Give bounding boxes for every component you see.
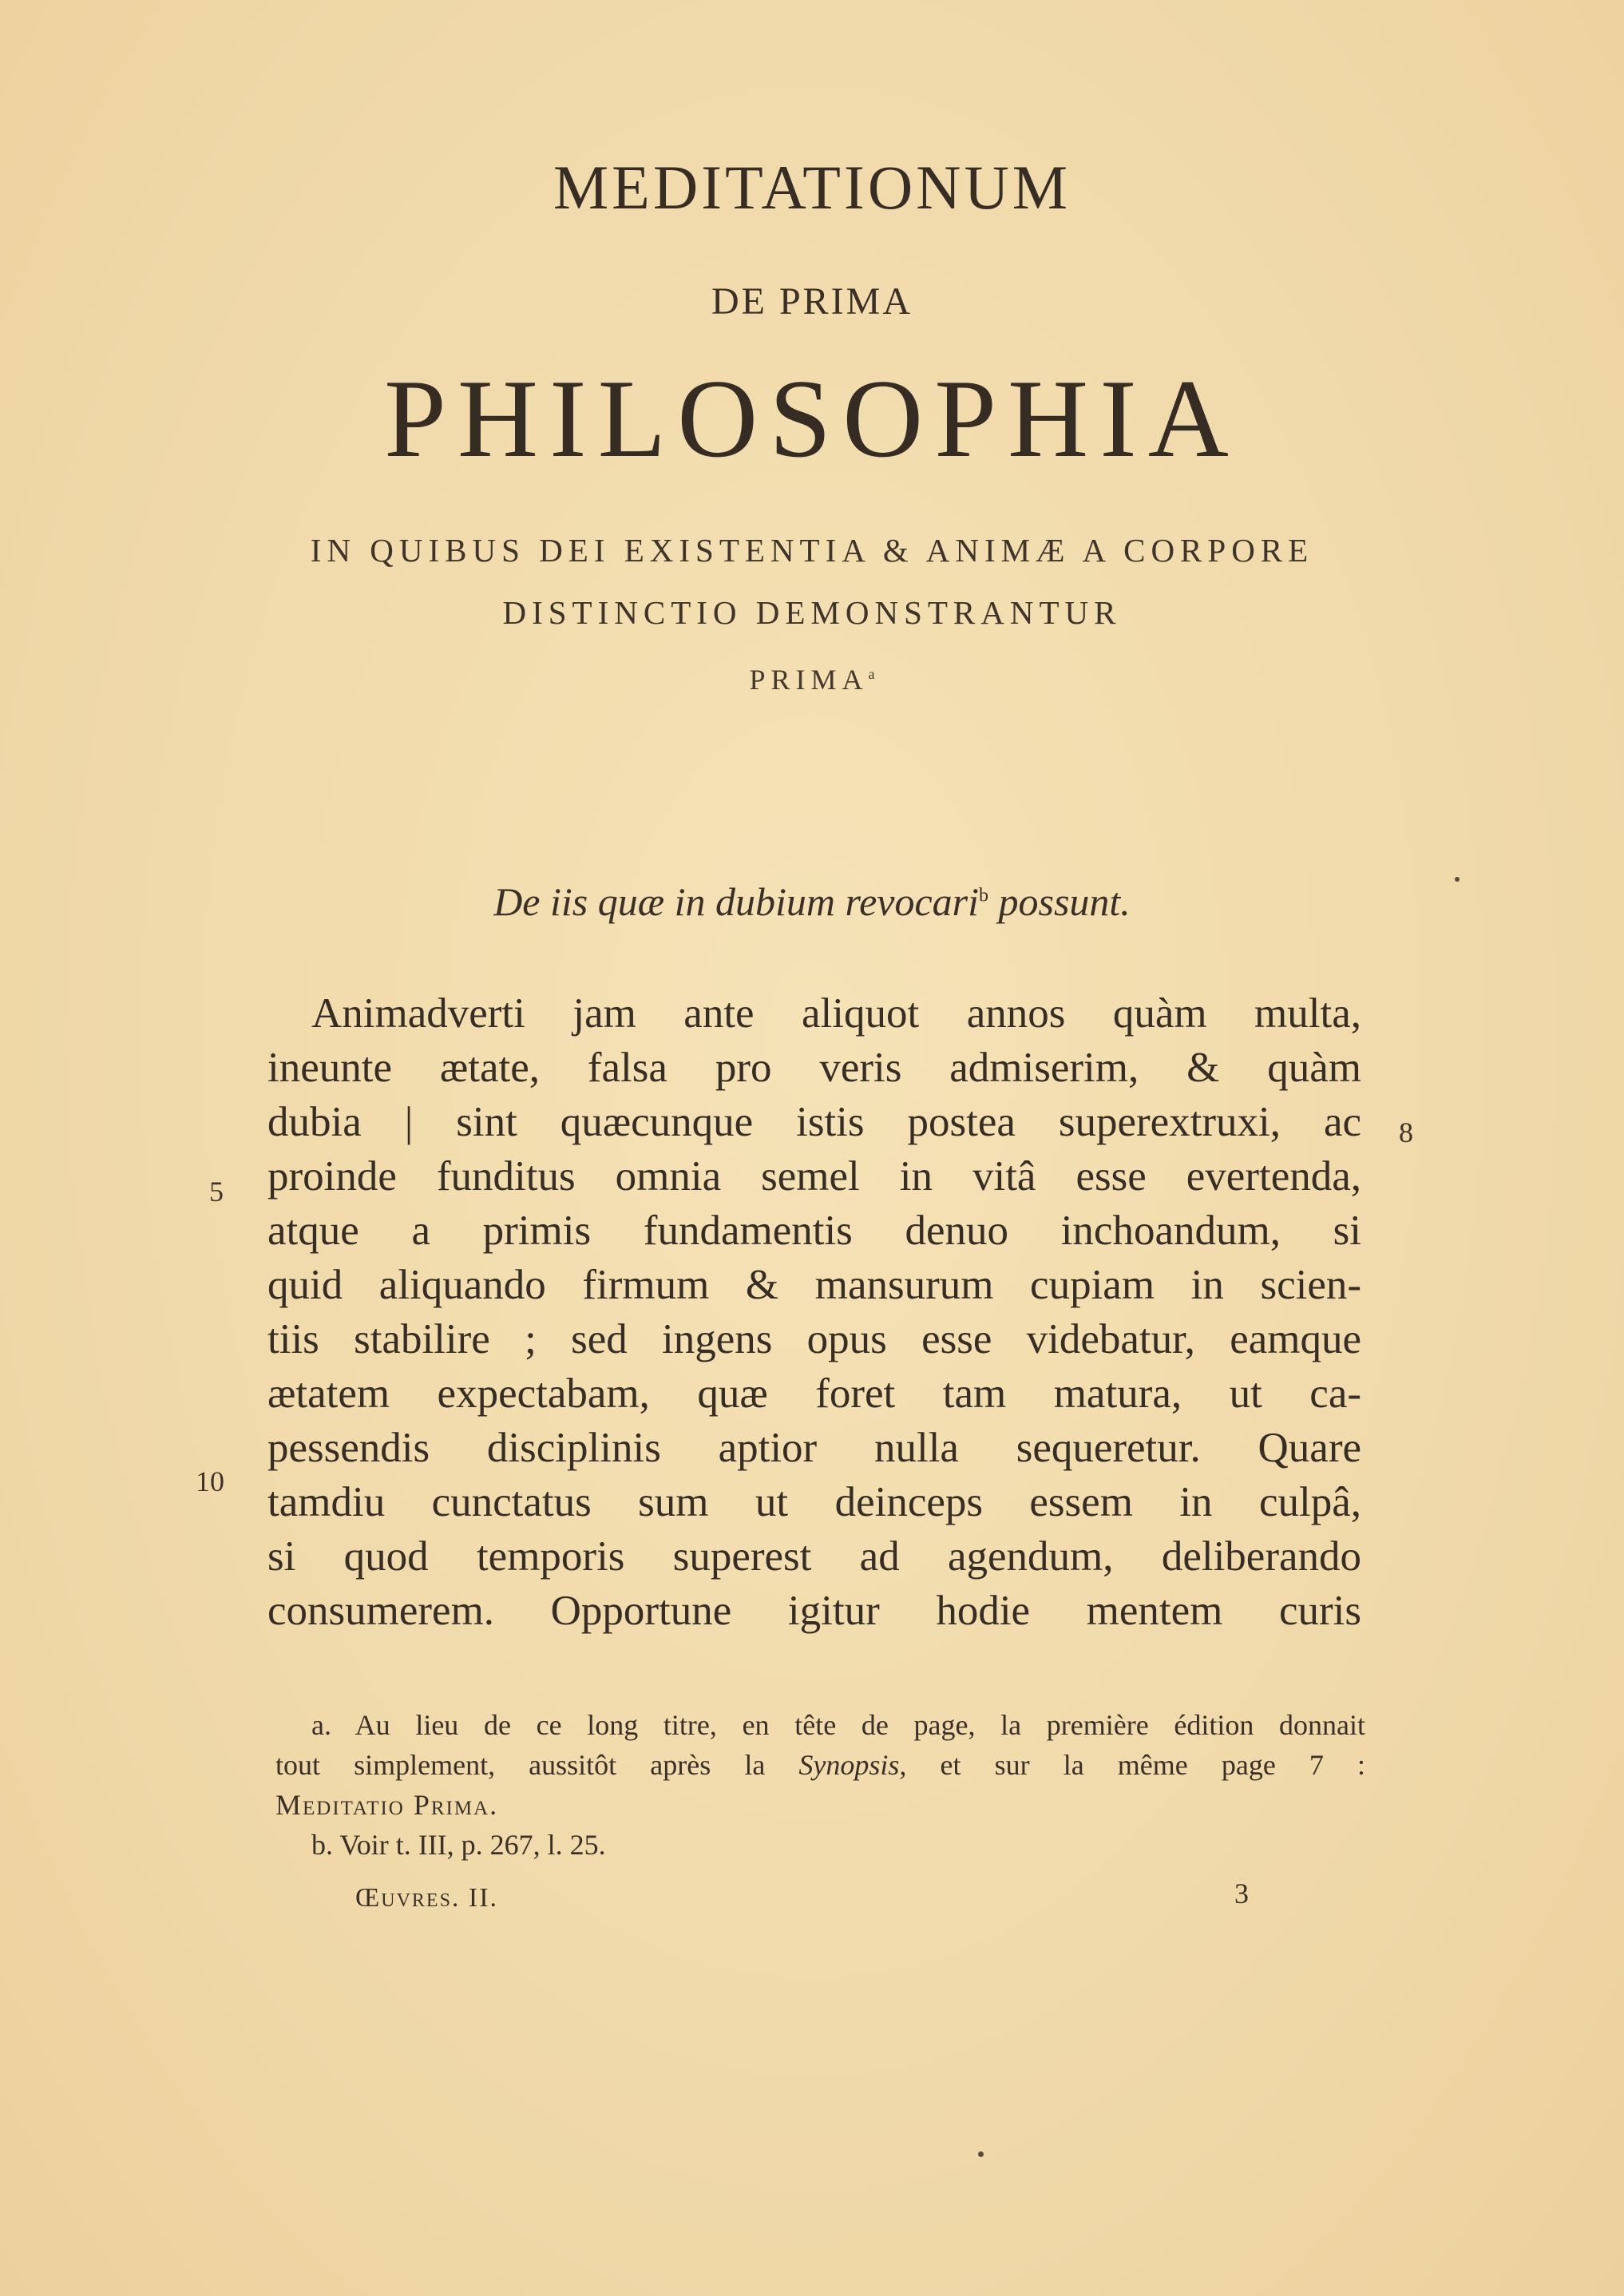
section-heading-text: De iis quæ in dubium revocari	[493, 879, 979, 924]
body-paragraph	[267, 986, 1361, 1638]
footnote-a-line-2-tail: et sur la même page 7 :	[906, 1749, 1365, 1781]
footnote-a-synopsis: Synopsis,	[798, 1749, 907, 1781]
footnote-a-line-1: a. Au lieu de ce long titre, en tête de page, la première édition donnait	[311, 1709, 1365, 1741]
subtitle-line-1: IN QUIBUS DEI EXISTENTIA & ANIMÆ A CORPORE	[310, 532, 1314, 569]
title-de-prima: DE PRIMA	[711, 280, 913, 323]
footnote-mark-a: a	[868, 666, 875, 682]
footnotes	[275, 1705, 1365, 1865]
body-line-6: quid aliquando firmum & mansurum cupiam in scien-	[267, 1262, 1361, 1308]
body-line-8: ætatem expectabam, quæ foret tam matura, ut ca-	[267, 1370, 1361, 1417]
body-line-12: consumerem. Opportune igitur hodie mentem curis	[267, 1588, 1361, 1634]
footnote-mark-b: b	[979, 885, 988, 906]
line-number-5: 5	[209, 1176, 224, 1207]
body-line-9: pessendis disciplinis aptior nulla sequeretur. Quare	[267, 1425, 1361, 1471]
page-number: 3	[1234, 1878, 1249, 1909]
margin-page-reference: 8	[1399, 1116, 1413, 1148]
paper-speck	[978, 2151, 984, 2157]
body-line-10: tamdiu cunctatus sum ut deinceps essem in culpâ,	[267, 1479, 1361, 1525]
signature-mark: Œuvres. II.	[355, 1883, 499, 1913]
body-line-3: dubia | sint quæcunque istis postea superextruxi, ac	[267, 1099, 1361, 1145]
body-line-7: tiis stabilire ; sed ingens opus esse videbatur, eamque	[267, 1316, 1361, 1362]
footnote-a-line-2	[275, 1745, 1365, 1785]
section-heading	[0, 878, 1624, 925]
footnote-a-line-3: Meditatio Prima.	[275, 1789, 499, 1821]
footnote-b: b. Voir t. III, p. 267, l. 25.	[311, 1829, 606, 1861]
body-line-2: ineunte ætate, falsa pro veris admiserim, & quàm	[267, 1045, 1361, 1091]
body-line-5: atque a primis fundamentis denuo inchoandum, si	[267, 1207, 1361, 1254]
subtitle-line-2: DISTINCTIO DEMONSTRANTUR	[502, 594, 1122, 631]
title-meditationum: MEDITATIONUM	[553, 153, 1071, 222]
body-line-4: proinde funditus omnia semel in vitâ esse evertenda,	[267, 1153, 1361, 1200]
line-number-10: 10	[196, 1465, 224, 1497]
paper-speck	[1455, 877, 1460, 882]
body-line-1: Animadverti jam ante aliquot annos quàm multa,	[311, 990, 1361, 1037]
body-line-11: si quod temporis superest ad agendum, deliberando	[267, 1533, 1361, 1580]
meditation-number	[0, 663, 1624, 696]
section-heading-tail: possunt.	[988, 879, 1131, 924]
meditation-number-text: PRIMA	[749, 664, 869, 696]
footnote-a-line-2-text: tout simplement, aussitôt après la	[275, 1749, 799, 1781]
title-philosophia: PHILOSOPHIA	[384, 357, 1240, 481]
